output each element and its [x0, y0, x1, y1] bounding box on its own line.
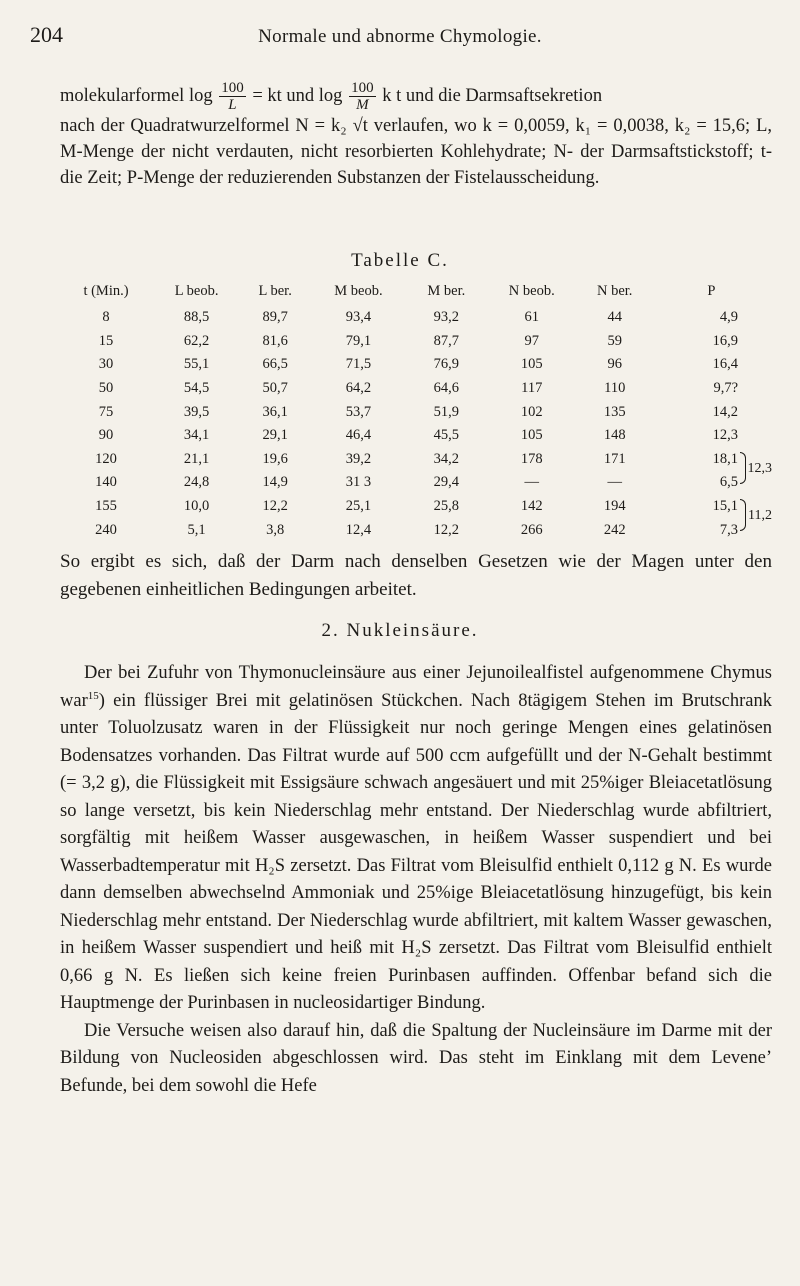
table-cell-braced — [651, 495, 772, 523]
table-cell: 120 — [95, 450, 117, 467]
table-cell: 46,4 — [345, 427, 372, 444]
table-cell: 51,9 — [433, 403, 460, 420]
table-cell: 50 — [98, 380, 114, 397]
fraction-numerator: 100 — [351, 80, 374, 96]
table-row — [60, 330, 772, 354]
table-cell: 19,6 — [262, 450, 288, 467]
table-cell: 87,7 — [433, 332, 460, 349]
table-cell: 55,1 — [183, 356, 210, 373]
table-cell: 34,1 — [183, 427, 210, 444]
table-cell: 4,9 — [719, 309, 738, 326]
column-header: N beob. — [508, 282, 555, 299]
table-cell: 194 — [603, 498, 626, 515]
table-cell: 12,2 — [262, 498, 288, 515]
table-cell: 79,1 — [345, 332, 372, 349]
table-cell: 102 — [520, 403, 543, 420]
table-cell: 59 — [607, 332, 622, 349]
p-value: 15,1 — [712, 498, 738, 515]
table-cell: 53,7 — [345, 403, 372, 420]
table-cell: 240 — [95, 521, 117, 538]
table-cell: 105 — [520, 427, 543, 444]
table-cell: 71,5 — [345, 356, 372, 373]
formula-mid: = kt und log — [252, 85, 343, 106]
table-cell: 88,5 — [183, 309, 210, 326]
table-cell: 31 3 — [345, 474, 372, 491]
body-paragraph-1-start: Der bei Zufuhr von Thymonucleinsäure aus einer Jejunoilealfistel aufgenommene Chymus war — [60, 663, 772, 711]
table-row — [60, 306, 772, 330]
table-cell: 76,9 — [433, 356, 460, 373]
table-row — [60, 448, 772, 472]
conclusion-paragraph — [60, 548, 772, 604]
table-cell: 14,9 — [262, 474, 288, 491]
table-cell: 50,7 — [262, 380, 288, 397]
table-cell: 117 — [521, 380, 543, 397]
table-cell: 66,5 — [262, 356, 288, 373]
table-cell: 12,4 — [345, 521, 372, 538]
table-cell: 171 — [603, 450, 626, 467]
body-text — [60, 660, 772, 1100]
column-header: L ber. — [258, 282, 292, 299]
column-header: M beob. — [334, 282, 383, 299]
table-cell: 12,3 — [712, 427, 738, 444]
page-number: 204 — [30, 22, 63, 47]
table-cell: 93,2 — [433, 309, 460, 326]
table-row — [60, 424, 772, 448]
table-cell: 25,8 — [433, 498, 460, 515]
table-cell: 44 — [607, 309, 622, 326]
table-cell: 5,1 — [187, 521, 206, 538]
table-cell: 21,1 — [183, 450, 210, 467]
table-title: Tabelle C. — [351, 250, 449, 271]
table-cell: 110 — [604, 380, 626, 397]
table-cell: 97 — [524, 332, 540, 349]
table-cell: 61 — [524, 309, 540, 326]
table-cell: — — [607, 474, 622, 491]
table-cell: 9,7? — [713, 380, 738, 397]
table-cell: 89,7 — [262, 309, 288, 326]
column-header: L beob. — [174, 282, 219, 299]
table-row — [60, 518, 772, 542]
fraction-numerator: 100 — [221, 80, 244, 96]
table-cell: 64,6 — [433, 380, 460, 397]
brace-note: 12,3 — [747, 460, 772, 476]
column-header: M ber. — [427, 282, 466, 299]
table-cell-braced — [651, 448, 772, 476]
table-cell: 178 — [520, 450, 543, 467]
fraction-100-over-L — [219, 80, 246, 113]
table-cell: 29,4 — [433, 474, 460, 491]
table-row — [60, 495, 772, 519]
formula-line — [60, 80, 772, 113]
body-paragraph-1 — [60, 660, 772, 1018]
table-cell: 16,9 — [712, 332, 738, 349]
table-cell: 29,1 — [262, 427, 288, 444]
table-cell: 62,2 — [183, 332, 210, 349]
table-cell: 266 — [520, 521, 543, 538]
fraction-denominator: L — [228, 97, 237, 113]
table-cell: 34,2 — [433, 450, 460, 467]
column-header: t (Min.) — [83, 282, 129, 299]
section-heading: 2. Nukleinsäure. — [321, 620, 479, 641]
table-cell: 14,2 — [712, 403, 738, 420]
table-cell: — — [524, 474, 540, 491]
table-cell: 25,1 — [345, 498, 372, 515]
table-row — [60, 400, 772, 424]
body-paragraph-2: Die Versuche weisen also darauf hin, daß die Spaltung der Nucleinsäure im Darme mit der Bildung von Nucleosiden abgeschlossen wird. Das steht im Einklang mit dem Levene’ Befunde, bei dem sowohl die Hefe — [60, 1020, 772, 1096]
table-cell: 15 — [98, 332, 114, 349]
intro-paragraph — [60, 80, 772, 191]
column-header: P — [707, 282, 716, 299]
table-cell: 242 — [603, 521, 626, 538]
intro-rest: nach der Quadratwurzelformel N = k₂ √t verlaufen, wo k = 0,0059, k₁ = 0,0038, k₂ = 15,6; L, M-Menge der nicht verdauten, nicht resorbierten Kohlehydrate; N- der Darmsaftstickstoff; t- die Zeit; P-Menge der reduzierenden Substanzen der Fistelausscheidung. — [60, 116, 772, 188]
table-cell: 90 — [98, 427, 114, 444]
table-cell: 7,3 — [719, 521, 738, 538]
table-row — [60, 471, 772, 495]
body-paragraph-1-rest: ) ein flüssiger Brei mit gelatinösen Stückchen. Nach 8tägigem Stehen im Brutschrank unter Toluolzusatz waren in der Flüssigkeit nur noch geringe Mengen eines gelatinösen Bodensatzes vorhanden. Das Filtrat wurde auf 500 ccm aufgefüllt und der N-Gehalt bestimmt (= 3,2 g), die Flüssigkeit mit Essigsäure schwach angesäuert und mit 25%iger Bleiacetatlösung so lange versetzt, bis kein Niederschlag mehr entstand. Der Niederschlag wurde abfiltriert, sorgfältig mit heißem Wasser ausgewaschen, in heißem Wasser suspendiert und bei Wasserbadtemperatur mit H₂S zersetzt. Das Filtrat vom Bleisulfid enthielt 0,112 g N. Es wurde dann demselben abwechselnd Ammoniak und 25%ige Bleiacetatlösung hinzugefügt, bis kein Niederschlag mehr entstand. Der Niederschlag wurde abfiltriert, mit kaltem Wasser gewaschen, in heißem Wasser suspendiert und heiß mit H₂S zersetzt. Das Filtrat vom Bleisulfid enthielt 0,66 g N. Es ließen sich keine freien Purinbasen auffinden. Offenbar befand sich die Hauptmenge der Purinbasen in nucleosidartiger Bindung. — [60, 690, 772, 1013]
brace-note: 11,2 — [748, 507, 772, 523]
column-header: N ber. — [597, 282, 633, 299]
table-cell: 148 — [603, 427, 626, 444]
table-cell: 16,4 — [712, 356, 738, 373]
table-row — [60, 377, 772, 401]
table-cell: 140 — [95, 474, 117, 491]
table-cell: 93,4 — [345, 309, 372, 326]
table-cell: 39,2 — [345, 450, 372, 467]
table-cell: 155 — [95, 498, 117, 515]
table-cell: 39,5 — [183, 403, 210, 420]
table-cell: 45,5 — [433, 427, 460, 444]
formula-prefix: molekularformel log — [60, 85, 213, 106]
table-cell: 12,2 — [433, 521, 460, 538]
table-cell: 96 — [607, 356, 622, 373]
table-cell: 24,8 — [183, 474, 210, 491]
table-cell: 10,0 — [183, 498, 210, 515]
p-value: 18,1 — [712, 450, 738, 467]
fraction-denominator: M — [356, 97, 369, 113]
table-row — [60, 353, 772, 377]
table-cell: 8 — [102, 309, 110, 326]
table-cell: 6,5 — [719, 474, 738, 491]
table-cell: 75 — [98, 403, 114, 420]
table-cell: 36,1 — [262, 403, 288, 420]
footnote-ref: 15 — [87, 689, 99, 702]
table-cell: 30 — [98, 356, 114, 373]
formula-suffix: k t und die Darmsaftsekretion — [382, 85, 603, 106]
table-cell: 135 — [603, 403, 626, 420]
table-cell: 54,5 — [183, 380, 210, 397]
table-cell: 105 — [520, 356, 543, 373]
running-title: Normale und abnorme Chymologie. — [258, 26, 542, 47]
table-header-row — [60, 282, 772, 306]
table-cell: 64,2 — [345, 380, 372, 397]
table-cell: 81,6 — [262, 332, 288, 349]
data-table — [60, 282, 772, 542]
table-cell: 3,8 — [266, 521, 285, 538]
table-cell: 142 — [520, 498, 543, 515]
conclusion-text: So ergibt es sich, daß der Darm nach denselben Gesetzen wie der Magen unter den gegebenen einheitlichen Bedingungen arbeitet. — [60, 551, 772, 600]
fraction-100-over-M — [349, 80, 376, 113]
